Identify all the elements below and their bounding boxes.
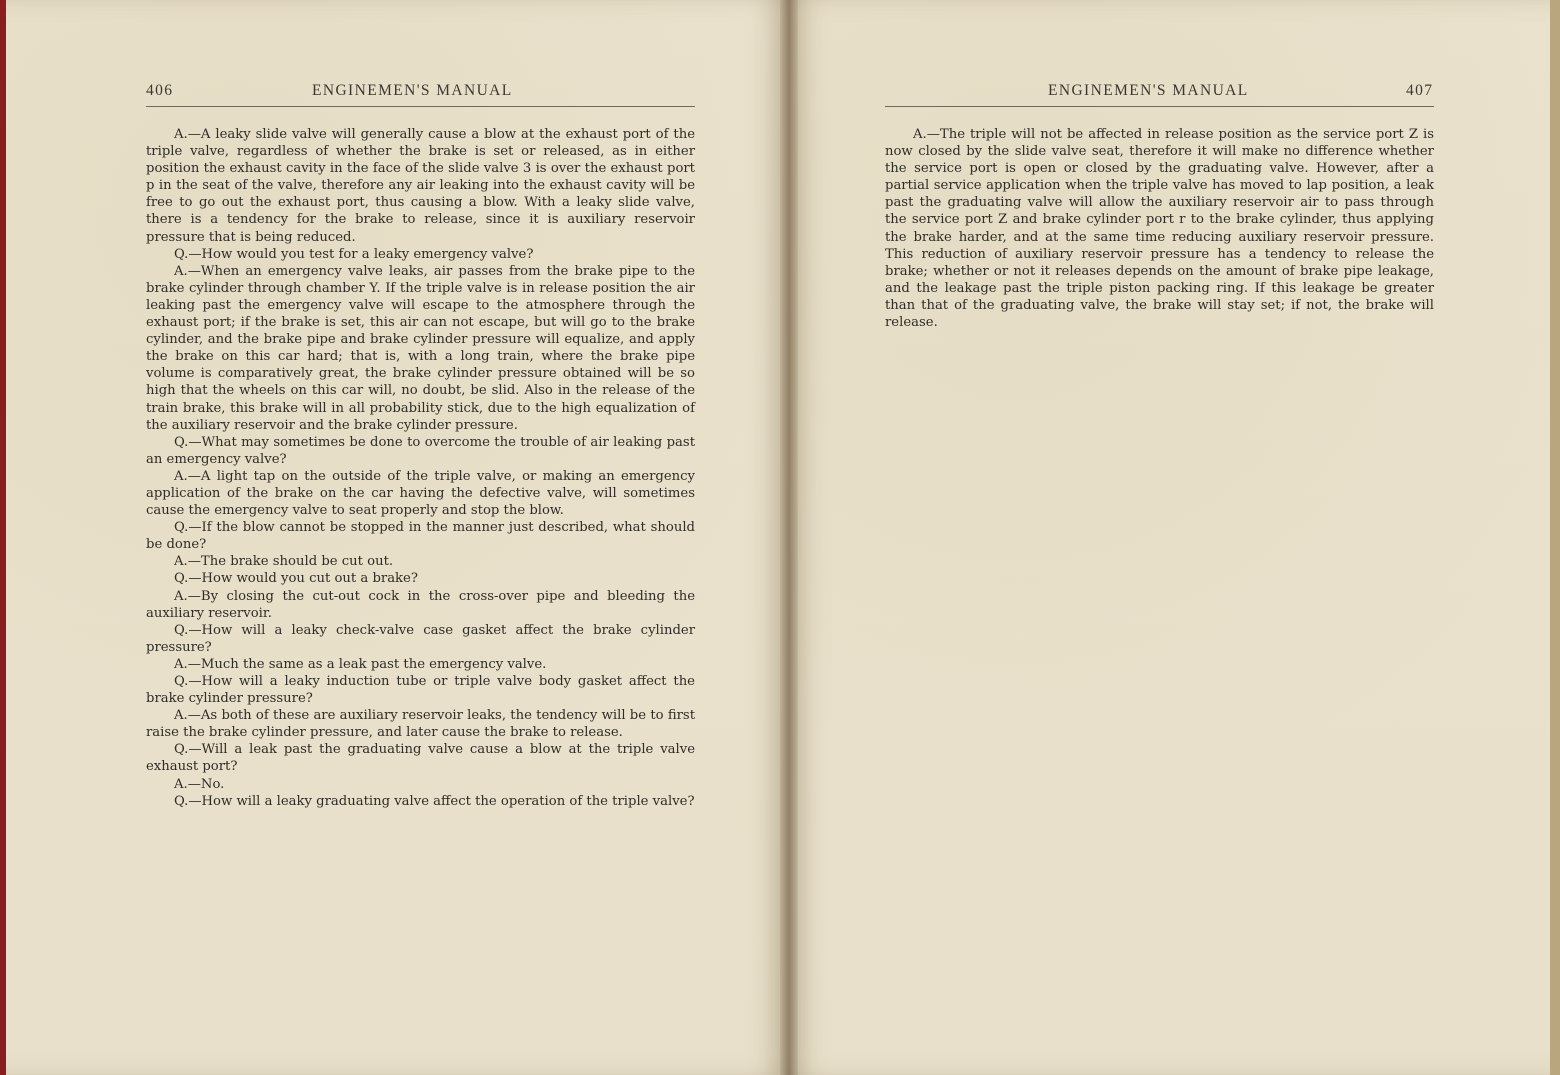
- book-gutter: [780, 0, 798, 1075]
- question: Q.—Will a leak past the graduating valve cause a blow at the triple valve exhaust port?: [146, 742, 695, 775]
- left-page-body: [146, 126, 695, 810]
- left-running-head: ENGINEMEN'S MANUAL: [312, 82, 513, 99]
- right-page-body: [885, 126, 1434, 331]
- left-page-number: 406: [146, 82, 174, 99]
- question: Q.—How will a leaky check-valve case gasket affect the brake cylinder pressure?: [146, 622, 695, 655]
- answer: A.—When an emergency valve leaks, air passes from the brake pipe to the brake cylinder through chamber Y. If the triple valve is in release position the air leaking past the emergency valve will escape to the atmosphere through the exhaust port; if the brake is set, this air can not escape, but will go to the brake cylinder, and the brake pipe and brake cylinder pressure will equalize, and apply the brake on this car hard; that is, with a long train, where the brake pipe volume is comparatively great, the brake cylinder pressure obtained will be so high that the wheels on this car will, no doubt, be slid. Also in the release of the train brake, this brake will in all probability stick, due to the high equalization of the auxiliary reservoir and the brake cylinder pressure.: [146, 263, 695, 433]
- answer: A.—Much the same as a leak past the emergency valve.: [174, 656, 547, 672]
- paragraph: A.—A leaky slide valve will generally cause a blow at the exhaust port of the triple valve, regardless of whether the brake is set or released, as in either position the exhaust cavity in the face of the slide valve 3 is over the exhaust port p in the seat of the valve, therefore any air leaking into the exhaust cavity will be free to go out the exhaust port, thus causing a blow. With a leaky slide valve, there is a tendency for the brake to release, since it is auxiliary reservoir pressure that is being reduced.: [146, 127, 695, 245]
- cover-edge: [1550, 0, 1560, 1075]
- answer: A.—The brake should be cut out.: [174, 554, 394, 570]
- right-header-rule: [885, 106, 1434, 107]
- question: Q.—How will a leaky graduating valve affect the operation of the triple valve?: [174, 793, 695, 809]
- right-running-head: ENGINEMEN'S MANUAL: [1048, 82, 1249, 99]
- right-page-number: 407: [1406, 82, 1434, 99]
- answer: A.—By closing the cut-out cock in the cross-over pipe and bleeding the auxiliary reservoir.: [146, 588, 695, 621]
- answer: A.—No.: [174, 776, 225, 792]
- question: Q.—If the blow cannot be stopped in the manner just described, what should be done?: [146, 520, 695, 553]
- question: Q.—How would you cut out a brake?: [174, 571, 418, 587]
- question: Q.—What may sometimes be done to overcome the trouble of air leaking past an emergency valve?: [146, 434, 695, 467]
- answer: A.—The triple will not be affected in release position as the service port Z is now closed by the slide valve seat, therefore it will make no difference whether the service port is open or closed by the graduating valve. However, after a partial service application when the triple valve has moved to lap position, a leak past the graduating valve will allow the auxiliary reservoir air to pass through the service port Z and brake cylinder port r to the brake cylinder, thus applying the brake harder, and at the same time reducing auxiliary reservoir pressure. This reduction of auxiliary reservoir pressure has a tendency to release the brake; whether or not it releases depends on the amount of brake pipe leakage, and the leakage past the triple piston packing ring. If this leakage be greater than that of the graduating valve, the brake will stay set; if not, the brake will release.: [885, 127, 1434, 331]
- question: Q.—How would you test for a leaky emergency valve?: [174, 246, 534, 262]
- answer: A.—A light tap on the outside of the triple valve, or making an emergency application of the brake on the car having the defective valve, will sometimes cause the emergency valve to seat properly and stop the blow.: [146, 468, 695, 519]
- question: Q.—How will a leaky induction tube or triple valve body gasket affect the brake cylinder pressure?: [146, 674, 695, 707]
- left-header-rule: [146, 106, 695, 107]
- answer: A.—As both of these are auxiliary reservoir leaks, the tendency will be to first raise the brake cylinder pressure, and later cause the brake to release.: [146, 708, 695, 741]
